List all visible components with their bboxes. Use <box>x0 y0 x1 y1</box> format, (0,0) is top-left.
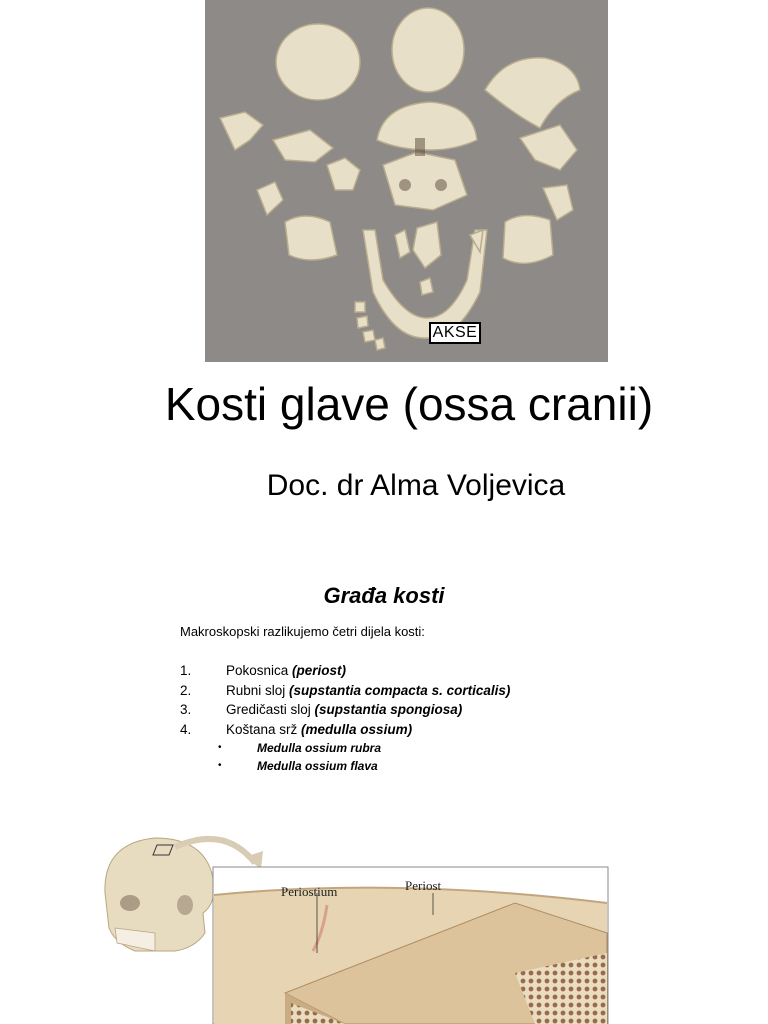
author-name: Doc. dr Alma Voljevica <box>266 469 566 502</box>
sub-list-item-text: Medulla ossium flava <box>257 759 378 773</box>
bullet-icon: • <box>218 742 222 753</box>
list-item-number: 3. <box>180 702 192 717</box>
list-item-text: Pokosnica (periost) <box>226 663 347 678</box>
page-title: Kosti glave (ossa cranii) <box>164 378 654 430</box>
bone-structure-illustration <box>95 833 610 1024</box>
periost-label: Periost <box>405 878 442 893</box>
sub-list-item-text: Medulla ossium rubra <box>257 741 382 755</box>
list-item-text: Koštana srž (medulla ossium) <box>226 721 413 737</box>
list-item-number: 1. <box>180 663 192 678</box>
list-item-text: Rubni sloj (supstantia compacta s. corticalis) <box>226 682 511 698</box>
section-intro: Makroskopski razlikujemo četri dijela kosti: <box>180 624 425 639</box>
list-item-number: 4. <box>180 721 192 737</box>
skull-drawing <box>105 838 214 951</box>
akse-logo: AKSE <box>429 322 481 344</box>
list-item-text: Gredičasti sloj (supstantia spongiosa) <box>226 702 463 717</box>
skull-bones-image <box>205 0 608 362</box>
periostium-label: Periostium <box>281 884 338 899</box>
section-heading: Građa kosti <box>323 583 445 608</box>
bone-cross-section-image <box>95 833 610 1024</box>
skull-bones-photo <box>205 0 608 362</box>
bullet-icon: • <box>218 760 222 771</box>
list-item-number: 2. <box>180 682 192 698</box>
